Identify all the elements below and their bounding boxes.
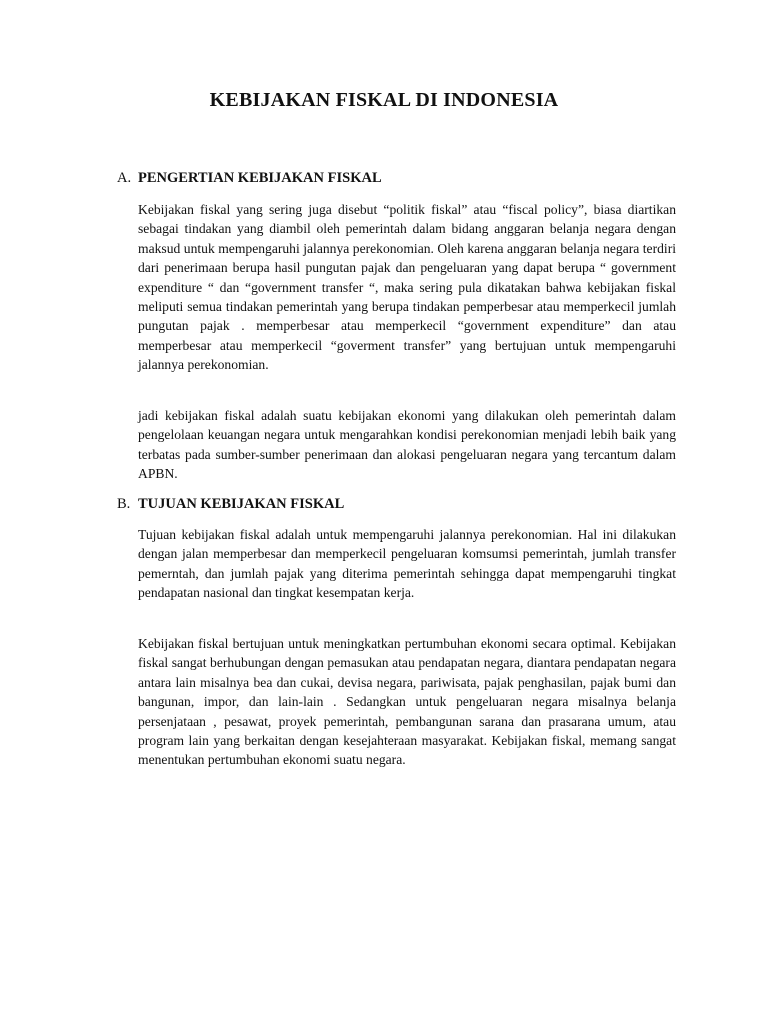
- section-a-title: PENGERTIAN KEBIJAKAN FISKAL: [138, 170, 382, 186]
- section-b-paragraph-2: Kebijakan fiskal bertujuan untuk meningkatkan pertumbuhan ekonomi secara optimal. Kebijakan fiskal sangat berhubungan dengan pemasukan atau pendapatan negara, diantara pendapatan negara antara lain misalnya bea dan cukai, devisa negara, pariwisata, pajak penghasilan, pajak bumi dan bangunan, impor, dan lain-lain . Sedangkan untuk pengeluaran negara misalnya belanja persenjataan , pesawat, proyek pemerintah, pembangunan sarana dan prasarana umum, atau program lain yang berkaitan dengan kesejahteraan masyarakat. Kebijakan fiskal, memang sangat menentukan pertumbuhan ekonomi suatu negara.: [138, 636, 676, 768]
- section-b-letter: B.: [117, 496, 131, 512]
- section-a-paragraph-1: Kebijakan fiskal yang sering juga disebut “politik fiskal” atau “fiscal policy”, biasa diartikan sebagai tindakan yang diambil oleh pemerintah dalam bidang anggaran belanja negara dengan maksud untuk mempengaruhi jalannya perekonomian. Oleh karena anggaran belanja negara terdiri dari penerimaan berupa hasil pungutan pajak dan pengeluaran yang dapat berupa “ government expenditure “ dan “government transfer “, maka sering pula dikatakan bahwa kebijakan fiskal meliputi semua tindakan pemerintah yang berupa tindakan pemperbesar atau memperkecil jumlah pungutan pajak . memperbesar atau memperkecil “government expenditure” dan atau memperbesar atau memperkecil “goverment transfer” yang bertujuan untuk mempengaruhi jalannya perekonomian.: [138, 202, 676, 373]
- section-a-paragraph-2: jadi kebijakan fiskal adalah suatu kebijakan ekonomi yang dilakukan oleh pemerintah dalam pengelolaan keuangan negara untuk mengarahkan kondisi perekonomian menjadi lebih baik yang terbatas pada sumber-sumber penerimaan dan alokasi pengeluaran negara yang tercantum dalam APBN.: [138, 408, 676, 482]
- section-a-letter: A.: [117, 170, 132, 186]
- section-a-heading: [117, 170, 382, 187]
- section-b-title: TUJUAN KEBIJAKAN FISKAL: [138, 496, 345, 512]
- section-b-heading: [117, 496, 344, 513]
- section-b-paragraph-1: Tujuan kebijakan fiskal adalah untuk mempengaruhi jalannya perekonomian. Hal ini dilakukan dengan jalan memperbesar dan memperkecil pengeluaran komsumsi pemerintah, jumlah transfer pemerntah, dan jumlah pajak yang diterima pemerintah sehingga dapat mempengaruhi tingkat pendapatan nasional dan tingkat kesempatan kerja.: [138, 527, 676, 601]
- document-title: KEBIJAKAN FISKAL DI INDONESIA: [209, 89, 559, 111]
